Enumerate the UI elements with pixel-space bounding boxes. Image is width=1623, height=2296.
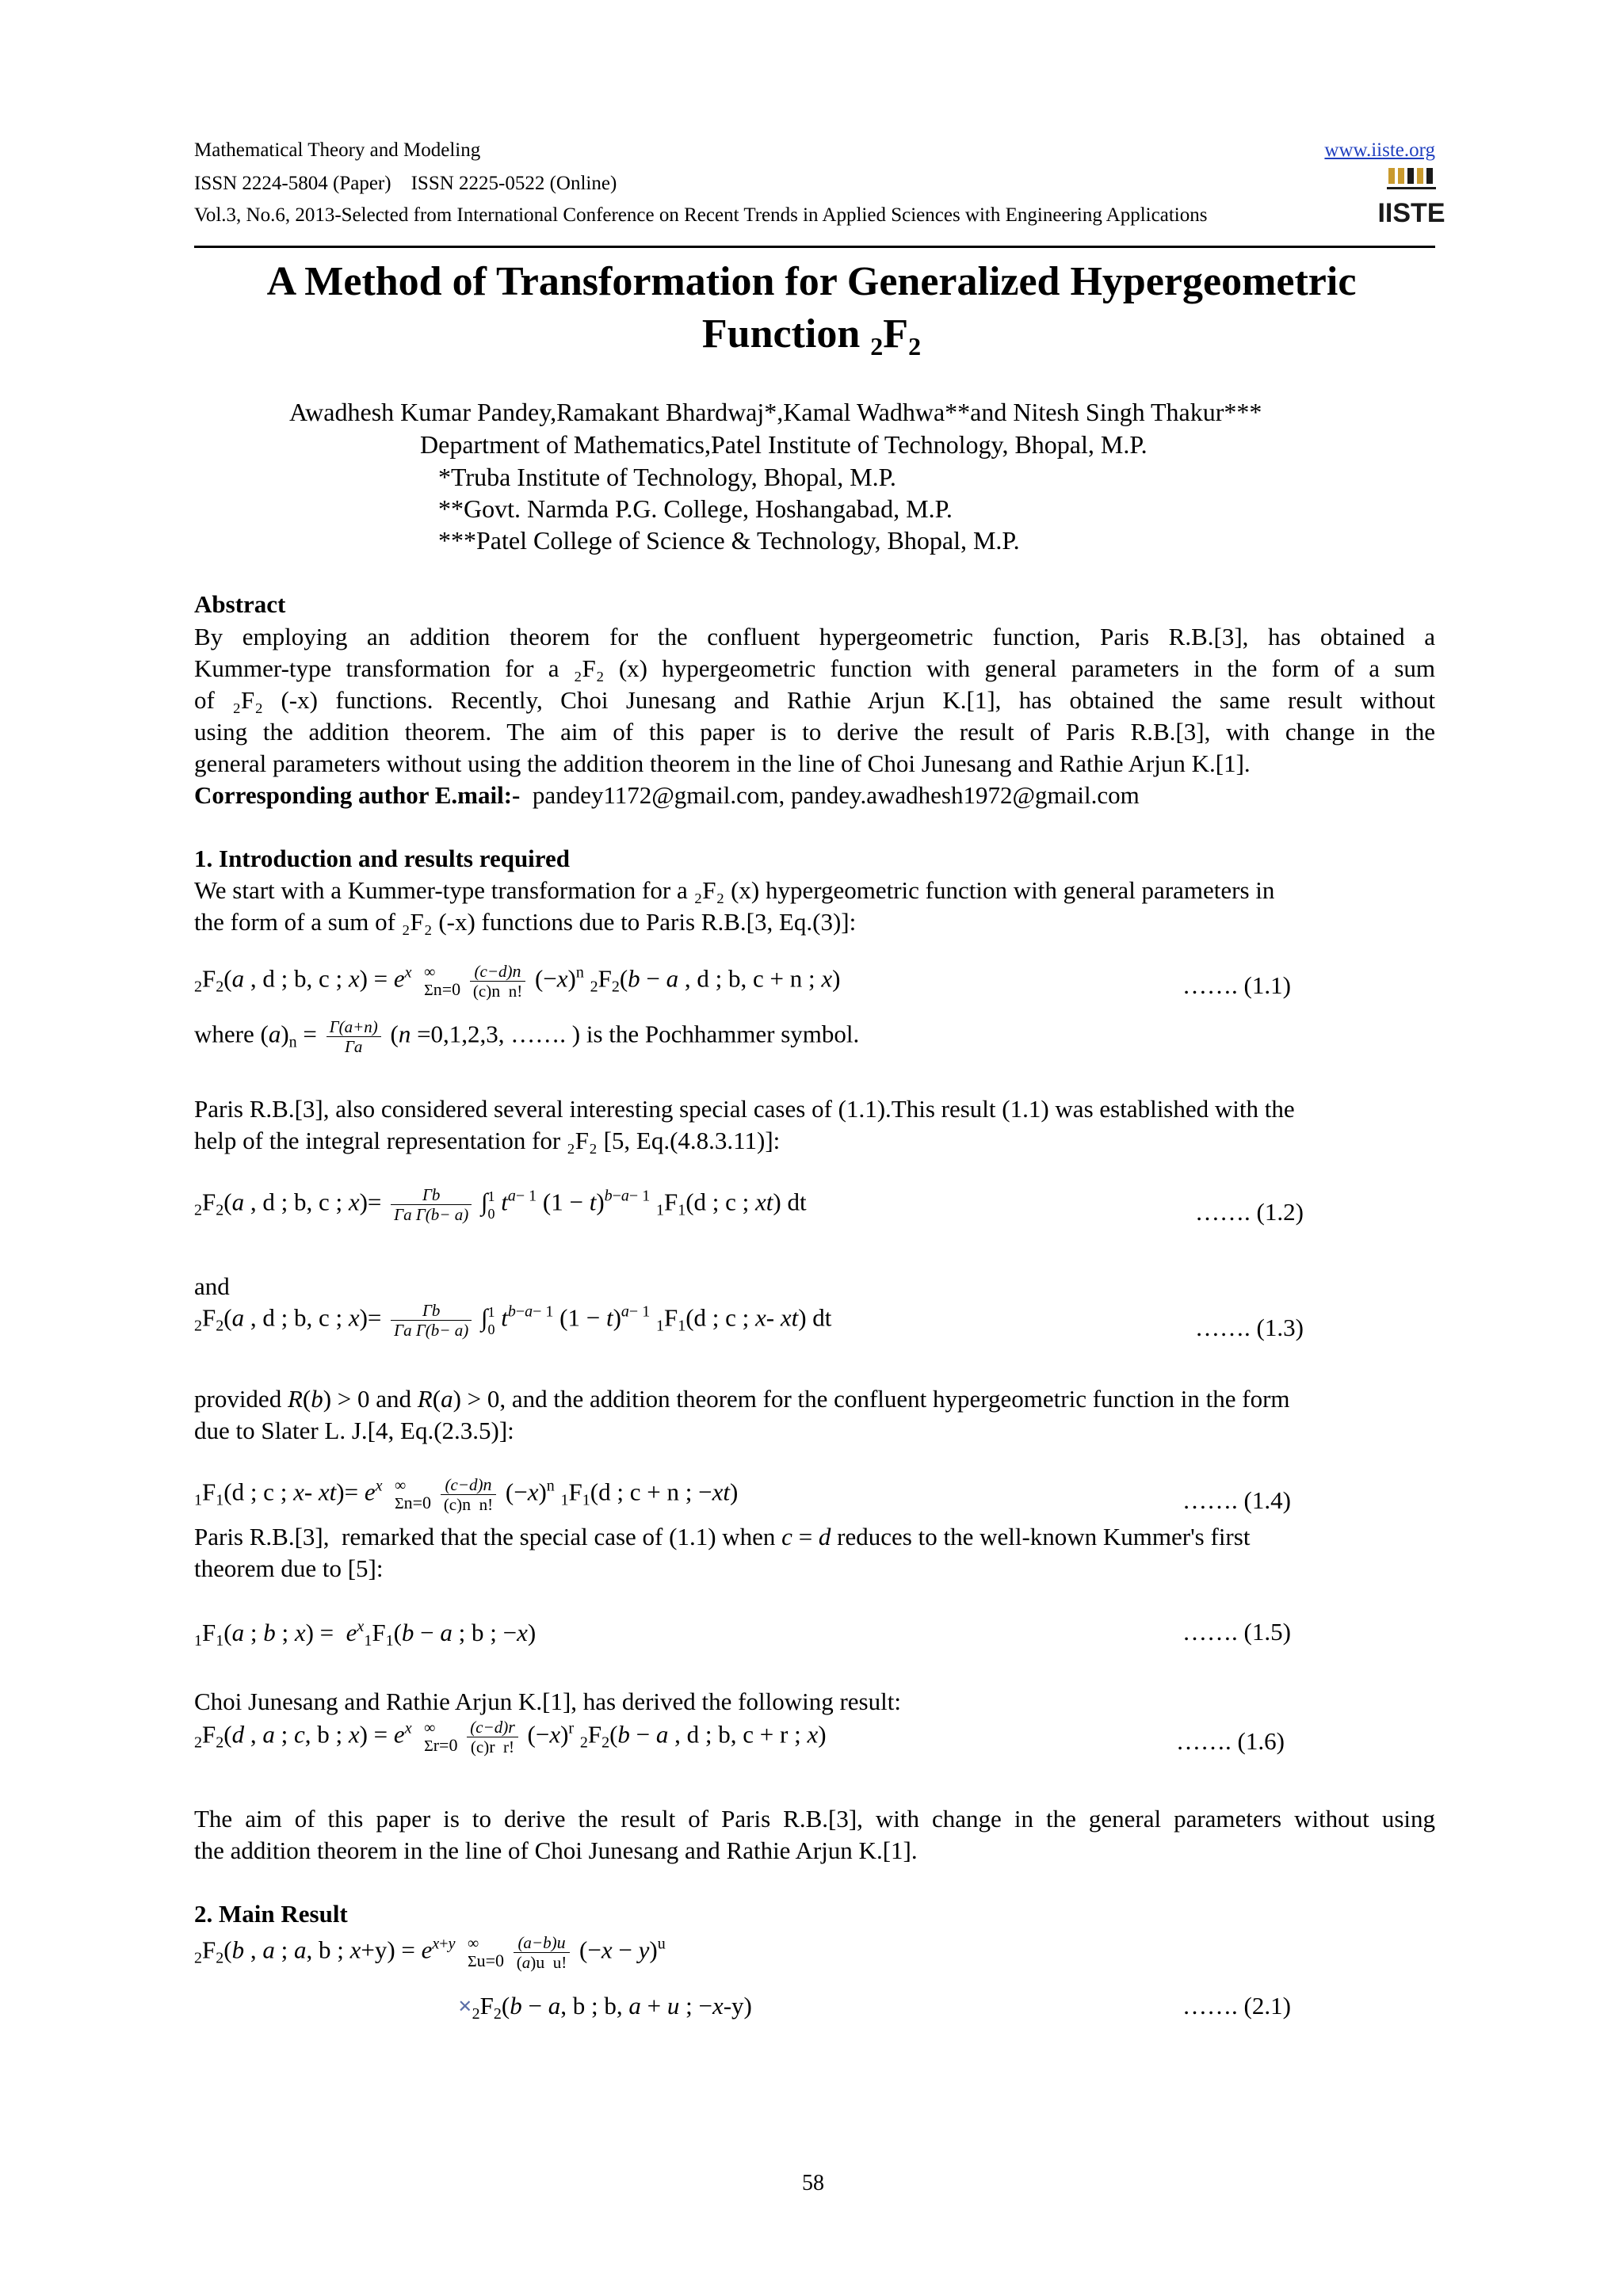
paper-title-line2: Function $_2F_2$ (701, 311, 922, 360)
provided-line-2: due to Slater L. J.[4, Eq.(2.3.5)]: (194, 1417, 514, 1444)
corresponding-author: Corresponding author E.mail:- pandey1172@gmail.com, pandey.awadhesh1972@gmail.com (194, 781, 1140, 809)
affiliation-3: **Govt. Narmda P.G. College, Hoshangabad, M.P. (438, 494, 953, 523)
abstract-line-1: By employing an addition theorem for the confluent hypergeometric function, Paris R.B.[3], has obtained a (194, 623, 1435, 650)
times-sign: × (458, 1992, 472, 2019)
equation-1-4-number: ……. (1.4) (1182, 1486, 1291, 1514)
issn-line: ISSN 2224-5804 (Paper) ISSN 2225-0522 (Online) (194, 173, 617, 194)
abstract-line-5: general parameters without using the addition theorem in the line of Choi Junesang and Rathie Arjun K.[1]. (194, 749, 1251, 777)
intro-line-2: the form of a sum of ₂F₂ (-x) functions due to Paris R.B.[3, Eq.(3)]: (194, 908, 857, 936)
pochhammer-definition: where $(a)_n$ = $\frac{\Gamma(a+n)}{\Gamma a}$ (n =0,1,2,3, ……. ) is the Pochhammer symbol. (194, 1017, 860, 1056)
equation-1-3: $_2F_2(a$ , d ; b, c ; x)= $\frac{\Gamma b}{\text{Γa Γ(b− a)}}$ ∫1 0 $t^{b-a- 1}$ $(1 - t)^{a- 1}$ $_1F_1(d$ ; c ; x- xt) dt (194, 1301, 832, 1340)
header-rule (194, 246, 1435, 248)
and-text: and (194, 1272, 230, 1300)
section-2-heading: 2. Main Result (194, 1900, 348, 1928)
equation-1-1: $_2F_2(a$ , d ; b, c ; $x) = e^x$ ∞ Σn=0 $\frac{(c-d)n}{\text{(c)n n!}}$ $(-x)^n$ $_2F_2(b - a$ , d ; b, c + n ; x) (194, 961, 841, 1001)
equation-1-2-number: ……. (1.2) (1195, 1198, 1304, 1226)
author-emails[interactable]: pandey1172@gmail.com, pandey.awadhesh1972@gmail.com (532, 781, 1140, 809)
equation-2-1-line-1: $_2F_2(b$ , a ; a, b ; $x+y) = e^{x+y}$ ∞ Σu=0 $\frac{(a-b)u}{\text{(a)u u!}}$ $(-x - y)^u$ (194, 1932, 666, 1972)
abstract-line-4: using the addition theorem. The aim of this paper is to derive the result of Paris R.B.[3], with change in the (194, 718, 1435, 746)
equation-1-5-number: ……. (1.5) (1182, 1618, 1291, 1646)
remark-line-2: theorem due to [5]: (194, 1554, 384, 1582)
journal-name: Mathematical Theory and Modeling (194, 139, 481, 161)
iiste-logo (1377, 165, 1445, 228)
equation-1-4: $_1F_1(d$ ; c ; x- $xt)= e^x$ ∞ Σn=0 $\frac{(c-d)n}{\text{(c)n n!}}$ $(-x)^n$ $_1F_1(d$ ; c + n ; −xt) (194, 1474, 739, 1514)
volume-line: Vol.3, No.6, 2013-Selected from International Conference on Recent Trends in Applied Sciences with Engineering Applications (194, 204, 1208, 226)
equation-1-3-number: ……. (1.3) (1195, 1314, 1304, 1341)
paper-title-line1: A Method of Transformation for Generalized Hypergeometric (266, 259, 1357, 304)
intro-line-1: We start with a Kummer-type transformation for a ₂F₂ (x) hypergeometric function with general parameters in (194, 876, 1275, 904)
abstract-heading: Abstract (194, 590, 286, 618)
affiliation-4: ***Patel College of Science & Technology, Bhopal, M.P. (438, 526, 1020, 555)
authors-line: Awadhesh Kumar Pandey,Ramakant Bhardwaj*,Kamal Wadhwa**and Nitesh Singh Thakur*** (289, 398, 1262, 426)
section-1-heading: 1. Introduction and results required (194, 845, 570, 872)
equation-2-1-number: ……. (2.1) (1182, 1992, 1291, 2019)
choi-line: Choi Junesang and Rathie Arjun K.[1], has derived the following result: (194, 1688, 901, 1715)
affiliation-2: *Truba Institute of Technology, Bhopal, M.P. (438, 463, 896, 491)
equation-1-6-number: ……. (1.6) (1176, 1727, 1285, 1755)
provided-line-1: provided R(b) > 0 and R(a) > 0, and the addition theorem for the confluent hypergeometric function in the form (194, 1385, 1290, 1413)
abstract-line-2: Kummer-type transformation for a ₂F₂ (x) hypergeometric function with general parameters in the form of a sum (194, 654, 1435, 682)
equation-1-2: $_2F_2(a$ , d ; b, c ; x)= $\frac{\Gamma b}{\text{Γa Γ(b− a)}}$ ∫1 0 $t^{a- 1}$ $(1 - t)^{b-a- 1}$ $_1F_1(d$ ; c ; xt) dt (194, 1185, 807, 1224)
equation-1-1-number: ……. (1.1) (1182, 971, 1291, 999)
para2-line-2: help of the integral representation for ₂F₂ [5, Eq.(4.8.3.11)]: (194, 1127, 781, 1154)
equation-1-6: $_2F_2(d$ , a ; c, b ; $x) = e^x$ ∞ Σr=0 $\frac{(c-d)r}{\text{(c)r r!}}$ $(-x)^r$ $_2F_2(b - a$ , d ; b, c + r ; x) (194, 1717, 827, 1756)
logo-lettering: IISTE (1377, 198, 1445, 228)
equation-1-5: $_1F_1(a$ ; b ; $x) = e^x_1F_1(b - a$ ; b ; −x) (194, 1618, 537, 1650)
aim-line-2: the addition theorem in the line of Choi Junesang and Rathie Arjun K.[1]. (194, 1836, 918, 1864)
journal-website-link[interactable]: www.iiste.org (1324, 139, 1435, 161)
affiliation-1: Department of Mathematics,Patel Institute of Technology, Bhopal, M.P. (420, 430, 1148, 459)
abstract-line-3: of ₂F₂ (-x) functions. Recently, Choi Junesang and Rathie Arjun K.[1], has obtained the same result without (194, 686, 1435, 714)
aim-line-1: The aim of this paper is to derive the result of Paris R.B.[3], with change in the general parameters without using (194, 1805, 1435, 1833)
equation-2-1-line-2: $\times_2F_2(b - a$, b ; b, a + u ; −x-y) (458, 1992, 752, 2023)
remark-line-1: Paris R.B.[3], remarked that the special case of (1.1) when c = d reduces to the well-known Kummer's first (194, 1523, 1251, 1550)
page-number: 58 (802, 2171, 824, 2195)
para2-line-1: Paris R.B.[3], also considered several interesting special cases of (1.1).This result (1.1) was established with the (194, 1095, 1295, 1123)
